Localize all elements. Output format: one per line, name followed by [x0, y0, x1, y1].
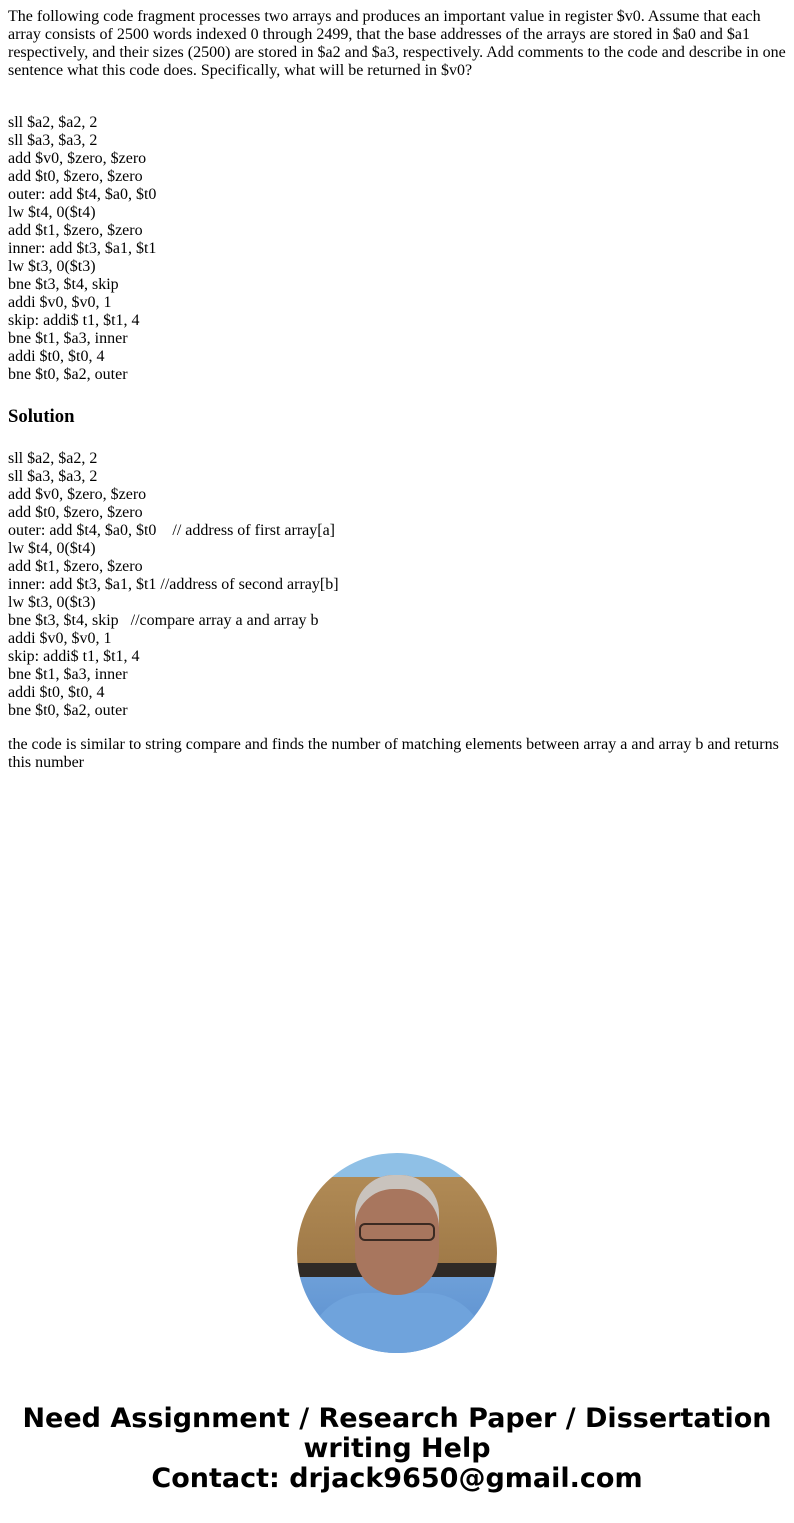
code-line: add $t0, $zero, $zero — [8, 168, 143, 185]
promo-line-2: writing Help — [303, 1433, 491, 1464]
code-line: add $v0, $zero, $zero — [8, 486, 147, 503]
code-line: skip: addi$ t1, $t1, 4 — [8, 648, 140, 665]
code-line: sll $a3, $a3, 2 — [8, 468, 98, 485]
document-body — [8, 8, 786, 788]
code-line: addi $v0, $v0, 1 — [8, 630, 112, 647]
code-line: outer: add $t4, $a0, $t0 // address of first array[a] — [8, 522, 336, 539]
solution-heading: Solution — [8, 406, 75, 427]
solution-answer: the code is similar to string compare and finds the number of matching elements between array a and array b and returns this number — [8, 736, 779, 771]
code-line: add $v0, $zero, $zero — [8, 150, 147, 167]
code-line: addi $t0, $t0, 4 — [8, 684, 105, 701]
code-line: lw $t4, 0($t4) — [8, 204, 96, 221]
promo-line-1: Need Assignment / Research Paper / Dissertation — [22, 1403, 772, 1434]
code-line: inner: add $t3, $a1, $t1 //address of second array[b] — [8, 576, 339, 593]
code-line: add $t1, $zero, $zero — [8, 222, 143, 239]
code-line: inner: add $t3, $a1, $t1 — [8, 240, 157, 257]
code-line: addi $v0, $v0, 1 — [8, 294, 112, 311]
code-line: bne $t0, $a2, outer — [8, 702, 128, 719]
code-line: bne $t3, $t4, skip — [8, 276, 119, 293]
code-line: bne $t0, $a2, outer — [8, 366, 128, 383]
code-line: addi $t0, $t0, 4 — [8, 348, 105, 365]
solution-code-block — [8, 450, 786, 720]
code-line: outer: add $t4, $a0, $t0 — [8, 186, 157, 203]
code-line: sll $a2, $a2, 2 — [8, 450, 98, 467]
code-line: lw $t3, 0($t3) — [8, 258, 96, 275]
code-line: add $t0, $zero, $zero — [8, 504, 143, 521]
code-line: bne $t3, $t4, skip //compare array a and array b — [8, 612, 319, 629]
code-line: add $t1, $zero, $zero — [8, 558, 143, 575]
avatar-shirt — [307, 1293, 487, 1353]
code-line: sll $a2, $a2, 2 — [8, 114, 98, 131]
promo-contact: Contact: drjack9650@gmail.com — [151, 1463, 643, 1494]
code-line: lw $t4, 0($t4) — [8, 540, 96, 557]
code-line: lw $t3, 0($t3) — [8, 594, 96, 611]
code-line: skip: addi$ t1, $t1, 4 — [8, 312, 140, 329]
question-code-block — [8, 114, 786, 384]
question-text: The following code fragment processes two arrays and produces an important value in register $v0. Assume that each array consists of 2500 words indexed 0 through 2499, that the base addresses of the arrays are stored in $a0 and $a1 respectively, and their sizes (2500) are stored in $a2 and $a3, respectively. Add comments to the code and describe in one sentence what this code does. Specifically, what will be returned in $v0? — [8, 8, 786, 79]
code-line: bne $t1, $a3, inner — [8, 330, 128, 347]
code-line: bne $t1, $a3, inner — [8, 666, 128, 683]
author-avatar — [297, 1153, 497, 1353]
code-line: sll $a3, $a3, 2 — [8, 132, 98, 149]
avatar-glasses-icon — [359, 1223, 435, 1241]
promo-banner — [0, 1404, 794, 1494]
